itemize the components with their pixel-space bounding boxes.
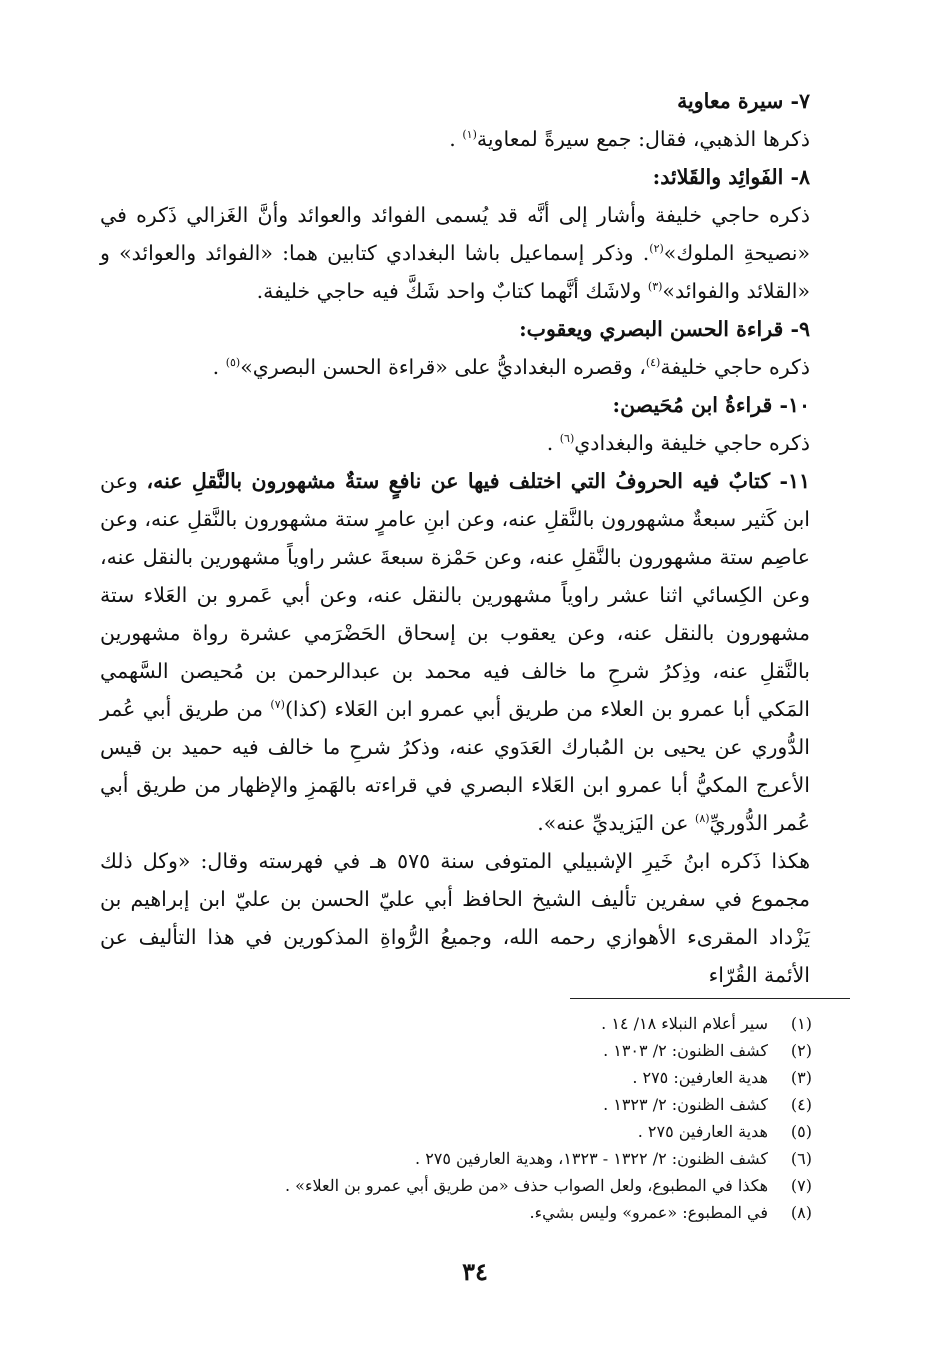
footnote-number: (٣) <box>790 1068 812 1087</box>
entry-9-body-b: ، وقصره البغداديُّ على «قراءة الحسن البصري» <box>240 355 646 379</box>
footnote-ref-5: (٥) <box>225 356 241 370</box>
entry-9-body-a: ذكره حاجي خليفة <box>660 355 810 379</box>
entry-8-title: ٨- الفَوائِد والقَلائد: <box>652 165 810 189</box>
footnote-item <box>100 1145 812 1172</box>
footnote-ref-1: (١) <box>462 128 477 142</box>
entry-11-body-b: من طريق أبي عُمر الدُّوري عن يحيى بن المُبارك العَدَوي عنه، وذكرُ شرحِ ما خالف فيه حميد بن قيس الأعرج المكيُّ أبا عمرو ابن العَلاء البصري في قراءته بالهَمزِ والإظهار من طريق أبي عُمر الدُّوريِّ <box>100 697 810 835</box>
footnote-text: هكذا في المطبوع، ولعل الصواب حذف «من طريق أبي عمرو بن العلاء» . <box>284 1176 768 1195</box>
entry-10-text <box>100 424 850 462</box>
footnote-ref-4: (٤) <box>645 356 661 370</box>
entry-8-body-b: . وذكر إسماعيل باشا البغدادي كتابين هما: «الفوائد والعوائد» و «القلائد والفوائد» <box>100 241 810 303</box>
footnote-ref-3: (٣) <box>647 280 663 294</box>
footnote-item <box>100 1010 812 1037</box>
footnote-text: في المطبوع: «عمرو» وليس بشيء. <box>529 1203 768 1222</box>
footnote-item <box>100 1118 812 1145</box>
footnote-ref-2: (٢) <box>649 242 664 256</box>
entry-11-title: ١١- كتابٌ فيه الحروفُ التي اختلف فيها عن نافعٍ ستةٌ مشهورون بالنَّقلِ عنه، <box>146 469 810 493</box>
entry-9-title: ٩- قراءة الحسن البصري ويعقوب: <box>519 317 810 341</box>
entry-11-text <box>100 462 850 842</box>
entry-10-end: . <box>546 431 560 455</box>
footnote-text: هدية العارفين ٢٧٥ . <box>637 1122 768 1141</box>
footnote-text: كشف الظنون: ٢/ ١٣٢٢ - ١٣٢٣، وهدية العارفين ٢٧٥ . <box>415 1149 768 1168</box>
footnote-text: كشف الظنون: ٢/ ١٣٢٣ . <box>603 1095 768 1114</box>
entry-7-body: ذكرها الذهبي، فقال: جمع سيرةً لمعاوية <box>476 127 810 151</box>
footnotes-list <box>100 1010 812 1226</box>
entry-10-title: ١٠- قراءةُ ابن مُحَيصن: <box>612 393 810 417</box>
entry-7-end: . <box>449 127 463 151</box>
footnote-text: هدية العارفين: ٢٧٥ . <box>632 1068 768 1087</box>
entry-8-body-a: ذكره حاجي خليفة وأشار إلى أنَّه قد يُسمى الفوائد والعوائد وأنَّ الغَزالي ذَكره في «نصيحةِ الملوك» <box>100 203 811 265</box>
footnote-number: (٦) <box>790 1149 812 1168</box>
entry-9-text <box>100 348 850 386</box>
footnote-ref-7: (٧) <box>270 698 285 712</box>
footnote-number: (٤) <box>790 1095 812 1114</box>
page-number: ٣٤ <box>462 1257 488 1286</box>
entry-8-text <box>100 196 850 310</box>
footnote-item <box>100 1037 812 1064</box>
footnote-text: كشف الظنون: ٢/ ١٣٠٣ . <box>603 1041 768 1060</box>
entry-9-end: . <box>212 355 226 379</box>
footnote-item <box>100 1091 812 1118</box>
footnote-ref-6: (٦) <box>559 432 575 446</box>
footnote-number: (٨) <box>790 1203 812 1222</box>
footnote-item <box>100 1199 812 1226</box>
footnote-number: (١) <box>790 1014 812 1033</box>
footnote-text: سير أعلام النبلاء ١٨/ ١٤ . <box>601 1014 768 1033</box>
footnote-item <box>100 1064 812 1091</box>
main-text <box>100 82 850 994</box>
footnote-divider <box>570 998 850 999</box>
footnote-number: (٥) <box>790 1122 812 1141</box>
entry-8-body-c: ولاشَك أنَّهما كتابٌ واحد شَكَّ فيه حاجي خليفة. <box>256 279 648 303</box>
footnote-ref-8: (٨) <box>695 812 710 826</box>
footnote-item <box>100 1172 812 1199</box>
entry-7-title: ٧- سيرة معاوية <box>677 89 810 113</box>
entry-10-body: ذكره حاجي خليفة والبغدادي <box>574 431 810 455</box>
closing-paragraph: هكذا ذَكره ابنُ خَيرِ الإشبيلي المتوفى سنة ٥٧٥ هـ في فهرسته وقال: «وكل ذلك مجموع في سفرين تأليف الشيخ الحافظ أبي عليّ الحسن بن عليّ ابن إبراهيم بن يَزْداد المقرىء الأهوازي رحمه الله، وجميعُ الرُّواةِ المذكورين في هذا التأليف عن الأئمة القُرّاء <box>100 849 811 987</box>
footnote-number: (٢) <box>790 1041 812 1060</box>
footnote-number: (٧) <box>790 1176 812 1195</box>
entry-11-body-c: عن اليَزيديِّ عنه». <box>537 811 696 835</box>
entry-11-body-a: وعن ابن كَثير سبعةٌ مشهورون بالنَّقلِ عنه، وعن ابنِ عامرٍ ستة مشهورون بالنَّقلِ عنه، وعن عاصِم ستة مشهورون بالنَّقلِ عنه، وعن حَمْزة سبعةَ عشر راوياً مشهورين بالنقل عنه، وعن الكِسائي اثنا عشر راوياً مشهورين بالنقل عنه، وعن أبي عَمرو بن العَلاء ستة مشهورون بالنقل عنه، وعن يعقوب بن إسحاق الحَضْرَمي عشرة رواة مشهورين بالنَّقلِ عنه، وذِكرُ شرحِ ما خالف فيه محمد بن عبدالرحمن بن مُحيصن السَّهمي المَكي أبا عمرو بن العلاء من طريق أبي عمرو ابن العَلاء (كذا) <box>100 469 810 721</box>
entry-7-text <box>100 120 850 158</box>
